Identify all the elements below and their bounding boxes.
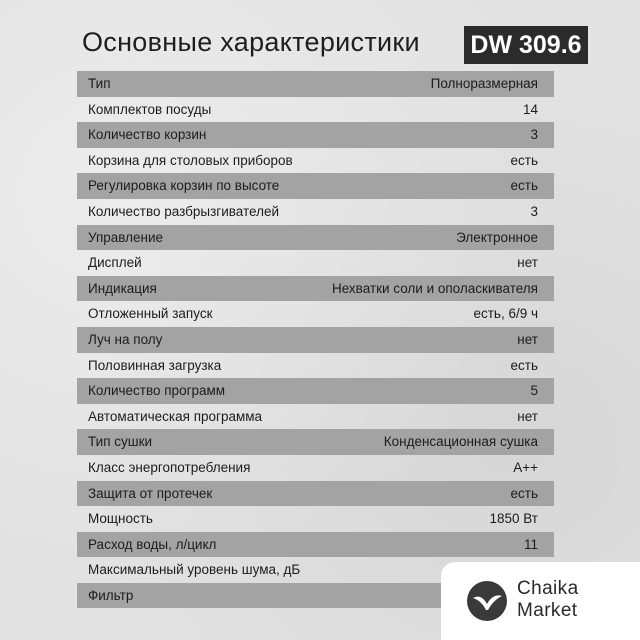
spec-value: есть [510,357,538,373]
spec-row [77,199,554,225]
page-title: Основные характеристики [82,27,420,57]
spec-row [77,532,554,558]
spec-label: Луч на полу [88,331,163,347]
spec-table [77,71,554,608]
spec-row [77,122,554,148]
spec-label: Мощность [88,511,153,527]
spec-label: Управление [88,229,164,245]
brand-name [517,578,579,622]
spec-value: 3 [530,203,538,219]
spec-value: 1850 Вт [489,511,538,527]
spec-value: Электронное [456,229,538,245]
spec-row [77,97,554,123]
spec-row [77,225,554,251]
spec-label: Тип сушки [88,434,153,450]
spec-label: Класс энергопотребления [88,459,251,475]
spec-value: A++ [513,459,538,475]
spec-label: Расход воды, л/цикл [88,536,217,552]
spec-label: Фильтр [88,587,134,603]
spec-value: есть [510,485,538,501]
spec-row [77,353,554,379]
spec-row [77,378,554,404]
brand-name-line1: Chaika [517,578,579,599]
spec-row [77,173,554,199]
spec-value: есть [510,178,538,194]
brand-name-line2: Market [517,600,578,621]
spec-row [77,481,554,507]
spec-row [77,455,554,481]
spec-label: Дисплей [88,255,142,271]
spec-value: есть, 6/9 ч [473,306,538,322]
spec-row [77,250,554,276]
spec-row [77,71,554,97]
spec-label: Комплектов посуды [88,101,212,117]
spec-label: Количество корзин [88,127,207,143]
spec-label: Максимальный уровень шума, дБ [88,562,301,578]
spec-value: 14 [522,101,538,117]
spec-row [77,506,554,532]
spec-value: есть [510,152,538,168]
spec-label: Защита от протечек [88,485,213,501]
spec-label: Индикация [88,280,157,296]
spec-value: Полноразмерная [430,76,538,91]
spec-label: Регулировка корзин по высоте [88,178,280,194]
spec-label: Автоматическая программа [88,408,263,424]
spec-label: Половинная загрузка [88,357,222,373]
spec-row [77,429,554,455]
spec-value: нет [517,408,538,424]
spec-value: Нехватки соли и ополаскивателя [331,280,538,296]
spec-label: Количество программ [88,383,226,399]
spec-row [77,404,554,430]
spec-value: нет [517,255,538,271]
spec-value: 5 [530,383,538,399]
spec-value: 3 [530,127,538,143]
spec-label: Количество разбрызгивателей [88,203,279,219]
brand-watermark [441,562,640,640]
seagull-logo-icon [467,581,507,621]
spec-row [77,148,554,174]
spec-label: Корзина для столовых приборов [88,152,293,168]
spec-row [77,276,554,302]
spec-value: Конденсационная сушка [383,434,538,450]
model-badge: DW 309.6 [464,26,588,64]
spec-value: нет [517,331,538,347]
spec-value: 11 [523,536,538,552]
spec-row [77,301,554,327]
spec-row [77,327,554,353]
spec-label: Отложенный запуск [88,306,213,322]
spec-label: Тип [88,76,111,91]
